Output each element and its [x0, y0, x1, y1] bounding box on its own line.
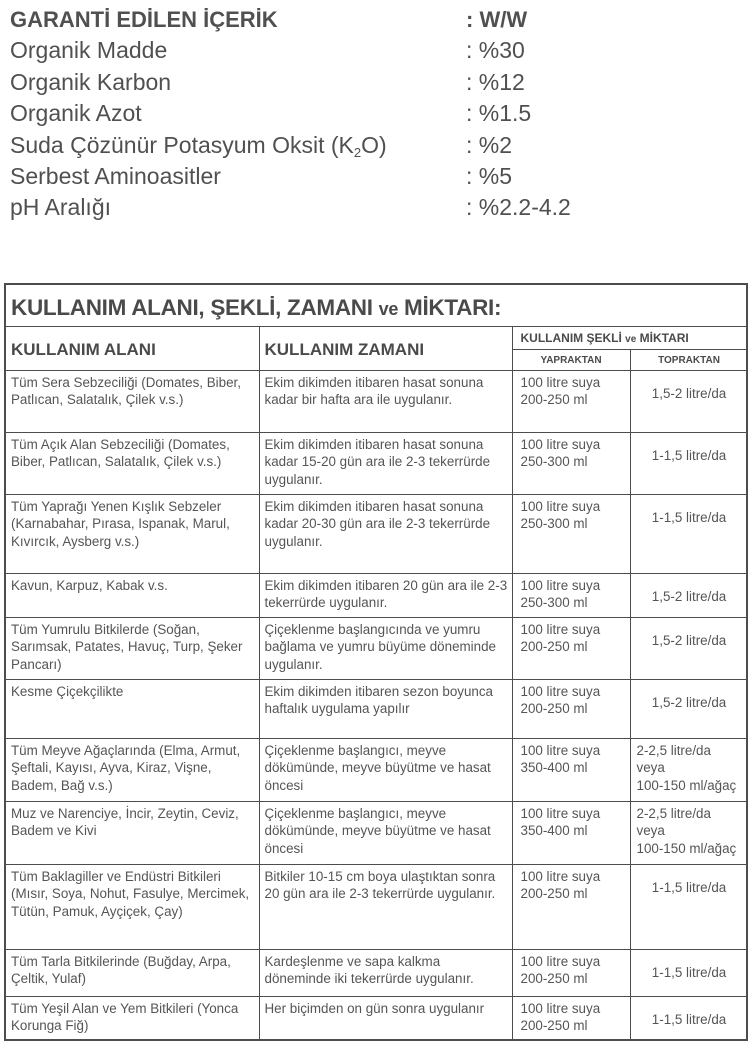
cell-soil-line: 2-2,5 litre/da: [636, 806, 711, 821]
cell-soil: 1,5-2 litre/da: [630, 574, 748, 618]
cell-leaf: 100 litre suya 200-250 ml: [512, 950, 630, 997]
cell-leaf: 100 litre suya 200-250 ml: [512, 997, 630, 1042]
spec-label: Serbest Aminoasitler: [10, 162, 221, 189]
cell-time: Ekim dikimden itibaren hasat sonuna kadar 15-20 gün ara ile 2-3 tekerrürde uygulanır.: [259, 433, 512, 495]
table-row: [6, 997, 748, 1042]
usage-header-row: [6, 327, 748, 350]
usage-title-part: KULLANIM ALANI, ŞEKLİ, ZAMANI: [11, 295, 379, 320]
cell-leaf: 100 litre suya 250-300 ml: [512, 495, 630, 574]
cell-time: Çiçeklenme başlangıcında ve yumru bağlama ve yumru büyüme döneminde uygulanır.: [259, 618, 512, 680]
table-row: [6, 680, 748, 739]
col-header-part: KULLANIM ŞEKLİ: [520, 331, 626, 345]
spec-value: : %1.5: [466, 100, 532, 127]
cell-soil: 1-1,5 litre/da: [630, 433, 748, 495]
cell-soil: 1,5-2 litre/da: [630, 618, 748, 680]
cell-leaf: 100 litre suya 250-300 ml: [512, 433, 630, 495]
spec-value: : %2: [466, 131, 513, 158]
cell-soil: 1,5-2 litre/da: [630, 371, 748, 433]
cell-leaf: 100 litre suya 350-400 ml: [512, 802, 630, 865]
cell-area: Tüm Yaprağı Yenen Kışlık Sebzeler (Karnabahar, Pırasa, Ispanak, Marul, Kıvırcık, Aysberg v.s.): [6, 495, 259, 574]
cell-soil-line: 100-150 ml/ağaç: [636, 777, 737, 793]
header-label: GARANTİ EDİLEN İÇERİK: [10, 7, 278, 32]
cell-area: Tüm Baklagiller ve Endüstri Bitkileri (Mısır, Soya, Nohut, Fasulye, Mercimek, Tütün, Pamuk, Ayçiçek, Çay): [6, 865, 259, 950]
table-row: [6, 433, 748, 495]
table-row: [6, 802, 748, 865]
spec-label: Organik Madde: [10, 37, 168, 64]
cell-area: Muz ve Narenciye, İncir, Zeytin, Ceviz, Badem ve Kivi: [6, 802, 259, 865]
cell-leaf: 100 litre suya 250-300 ml: [512, 574, 630, 618]
table-row: [6, 495, 748, 574]
header-value: : W/W: [466, 7, 528, 32]
cell-soil: [630, 802, 748, 865]
cell-time: Bitkiler 10-15 cm boya ulaştıktan sonra 20 gün ara ile 2-3 tekerrürde uygulanır.: [259, 865, 512, 950]
table-row: [6, 618, 748, 680]
spec-label: pH Aralığı: [10, 194, 111, 221]
cell-area: Tüm Açık Alan Sebzeciliği (Domates, Biber, Patlıcan, Salatalık, Çilek v.s.): [6, 433, 259, 495]
cell-time: Çiçeklenme başlangıcı, meyve dökümünde, meyve büyütme ve hasat öncesi: [259, 739, 512, 802]
spec-value: : %30: [466, 37, 525, 64]
cell-time: Her biçimden on gün sonra uygulanır: [259, 997, 512, 1042]
col-header-part: ve: [625, 334, 637, 345]
spec-label-part: O): [361, 131, 387, 158]
cell-soil: 1-1,5 litre/da: [630, 950, 748, 997]
cell-leaf: 100 litre suya 200-250 ml: [512, 680, 630, 739]
cell-area: Tüm Yeşil Alan ve Yem Bitkileri (Yonca Korunga Fiğ): [6, 997, 259, 1042]
guaranteed-content: [10, 4, 750, 224]
table-row: [6, 574, 748, 618]
spec-label: Organik Karbon: [10, 68, 172, 95]
cell-soil-line: 100-150 ml/ağaç: [636, 840, 737, 856]
cell-soil: 1-1,5 litre/da: [630, 865, 748, 950]
usage-title-part: ve: [378, 299, 399, 319]
col-header-time: KULLANIM ZAMANI: [259, 327, 512, 371]
spec-value: : %12: [466, 68, 525, 95]
spec-label: Organik Azot: [10, 100, 142, 127]
cell-area: Tüm Sera Sebzeciliği (Domates, Biber, Patlıcan, Salatalık, Çilek v.s.): [6, 371, 259, 433]
table-row: [6, 950, 748, 997]
col-header-area: KULLANIM ALANI: [6, 327, 259, 371]
spec-row-organic-matter: [10, 35, 750, 66]
table-row: [6, 371, 748, 433]
cell-leaf: 100 litre suya 200-250 ml: [512, 618, 630, 680]
cell-soil-line: 2-2,5 litre/da: [636, 743, 711, 758]
cell-leaf: 100 litre suya 200-250 ml: [512, 371, 630, 433]
cell-time: Ekim dikimden itibaren 20 gün ara ile 2-3 tekerrürde uygulanır.: [259, 574, 512, 618]
cell-area: Tüm Yumrulu Bitkilerde (Soğan, Sarımsak, Patates, Havuç, Turp, Şeker Pancarı): [6, 618, 259, 680]
spec-value: : %2.2-4.2: [466, 194, 571, 221]
usage-title: [6, 285, 746, 327]
cell-time: Ekim dikimden itibaren sezon boyunca haftalık uygulama yapılır: [259, 680, 512, 739]
table-row: [6, 739, 748, 802]
spec-row-organic-nitrogen: [10, 98, 750, 129]
cell-area: Tüm Tarla Bitkilerinde (Buğday, Arpa, Çeltik, Yulaf): [6, 950, 259, 997]
cell-soil: 1,5-2 litre/da: [630, 680, 748, 739]
spec-row-ph-range: [10, 192, 750, 223]
spec-row-free-amino-acids: [10, 161, 750, 192]
cell-soil-line: veya: [636, 760, 665, 776]
cell-time: Ekim dikimden itibaren hasat sonuna kadar bir hafta ara ile uygulanır.: [259, 371, 512, 433]
usage-title-part: MİKTARI:: [398, 295, 502, 320]
cell-area: Kesme Çiçekçilikte: [6, 680, 259, 739]
cell-time: Kardeşlenme ve sapa kalkma döneminde iki tekerrürde uygulanır.: [259, 950, 512, 997]
cell-time: Çiçeklenme başlangıcı, meyve dökümünde, meyve büyütme ve hasat öncesi: [259, 802, 512, 865]
spec-value: : %5: [466, 162, 513, 189]
cell-soil: 1-1,5 litre/da: [630, 495, 748, 574]
spec-row-potassium-oxide: [10, 130, 750, 161]
cell-soil: [630, 739, 748, 802]
col-header-method-amount: [512, 327, 748, 350]
spec-label-subscript: 2: [353, 144, 362, 160]
cell-leaf: 100 litre suya 200-250 ml: [512, 865, 630, 950]
col-header-leaf: YAPRAKTAN: [512, 350, 630, 371]
table-row: [6, 865, 748, 950]
spec-label: [10, 130, 387, 161]
spec-label-part: Suda Çözünür Potasyum Oksit (K: [10, 131, 354, 158]
cell-soil-line: veya: [636, 823, 665, 839]
col-header-soil: TOPRAKTAN: [630, 350, 748, 371]
spec-row-organic-carbon: [10, 67, 750, 98]
usage-table-box: [4, 283, 748, 1041]
col-header-part: MİKTARI: [636, 331, 689, 345]
cell-area: Kavun, Karpuz, Kabak v.s.: [6, 574, 259, 618]
guaranteed-content-header: [10, 4, 750, 35]
cell-leaf: 100 litre suya 350-400 ml: [512, 739, 630, 802]
cell-soil: 1-1,5 litre/da: [630, 997, 748, 1042]
cell-area: Tüm Meyve Ağaçlarında (Elma, Armut, Şeftali, Kayısı, Ayva, Kiraz, Vişne, Badem, Bağ v.s.): [6, 739, 259, 802]
usage-table: [6, 327, 748, 1041]
cell-time: Ekim dikimden itibaren hasat sonuna kadar 20-30 gün ara ile 2-3 tekerrürde uygulanır.: [259, 495, 512, 574]
